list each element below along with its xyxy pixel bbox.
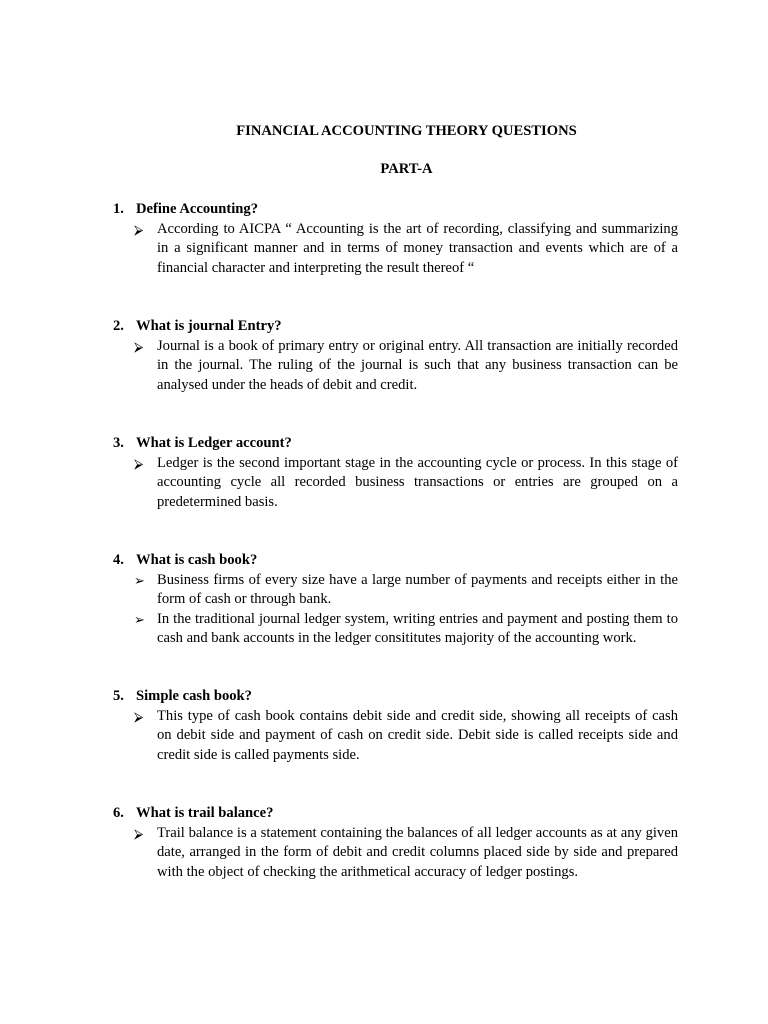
- question-heading: [113, 200, 678, 220]
- question-heading: [113, 551, 678, 571]
- answer-bullet: [134, 610, 678, 649]
- question-3: [113, 434, 678, 512]
- question-heading: [113, 317, 678, 337]
- question-1: [113, 200, 678, 278]
- arrowhead-bullet-icon: ⮚: [134, 825, 144, 841]
- answer-text: In the traditional journal ledger system, writing entries and payment and posting them to cash and bank accounts in the ledger consititutes majority of the accounting work.: [157, 610, 678, 646]
- answer-bullet: [134, 337, 678, 396]
- answer-bullet: [134, 454, 678, 513]
- question-title: What is journal Entry?: [136, 318, 282, 334]
- document-title: FINANCIAL ACCOUNTING THEORY QUESTIONS: [236, 123, 577, 139]
- question-number: 6.: [113, 805, 124, 821]
- question-title: Define Accounting?: [136, 201, 259, 217]
- answer-text: Journal is a book of primary entry or original entry. All transaction are initially recorded in the journal. The ruling of the journal is such that any business transaction can be analysed under the heads of debit and credit.: [157, 337, 678, 393]
- question-number: 5.: [113, 688, 124, 704]
- arrowhead-bullet-icon: ⮚: [134, 708, 144, 724]
- question-heading: [113, 687, 678, 707]
- arrowhead-bullet-icon: ⮚: [134, 221, 144, 237]
- arrowhead-bullet-icon: ⮚: [134, 455, 144, 471]
- question-title: Simple cash book?: [136, 688, 252, 704]
- answer-bullet: [134, 571, 678, 610]
- answer-text: Business firms of every size have a large number of payments and receipts either in the form of cash or through bank.: [157, 571, 678, 607]
- question-number: 3.: [113, 435, 124, 451]
- question-6: [113, 804, 678, 882]
- question-5: [113, 687, 678, 765]
- answer-text: Trail balance is a statement containing the balances of all ledger accounts as at any given date, arranged in the form of debit and credit columns placed side by side and prepared with the object of checking the arithmetical accuracy of ledger postings.: [157, 824, 678, 880]
- question-title: What is cash book?: [136, 552, 258, 568]
- answer-bullet: [134, 824, 678, 883]
- question-title: What is trail balance?: [136, 805, 274, 821]
- question-4: [113, 551, 678, 649]
- answer-text: This type of cash book contains debit side and credit side, showing all receipts of cash on debit side and payment of cash on credit side. Debit side is called receipts side and credit side is called payments side.: [157, 707, 678, 763]
- part-heading: PART-A: [380, 161, 433, 177]
- answer-bullet: [134, 707, 678, 766]
- answer-text: Ledger is the second important stage in the accounting cycle or process. In this stage of accounting cycle all recorded business transactions or entries are grouped on a predetermined basis.: [157, 454, 678, 510]
- question-heading: [113, 804, 678, 824]
- question-number: 1.: [113, 201, 124, 217]
- question-title: What is Ledger account?: [136, 435, 292, 451]
- arrowhead-bullet-icon: ⮚: [134, 338, 144, 354]
- question-2: [113, 317, 678, 395]
- answer-text: According to AICPA “ Accounting is the art of recording, classifying and summarizing in a significant manner and in terms of money transaction and events which are of a financial character and interpreting the result thereof “: [157, 220, 678, 276]
- outline-arrow-bullet-icon: ➢: [134, 572, 145, 588]
- question-number: 4.: [113, 552, 124, 568]
- question-number: 2.: [113, 318, 124, 334]
- question-heading: [113, 434, 678, 454]
- outline-arrow-bullet-icon: ➢: [134, 611, 145, 627]
- answer-bullet: [134, 220, 678, 279]
